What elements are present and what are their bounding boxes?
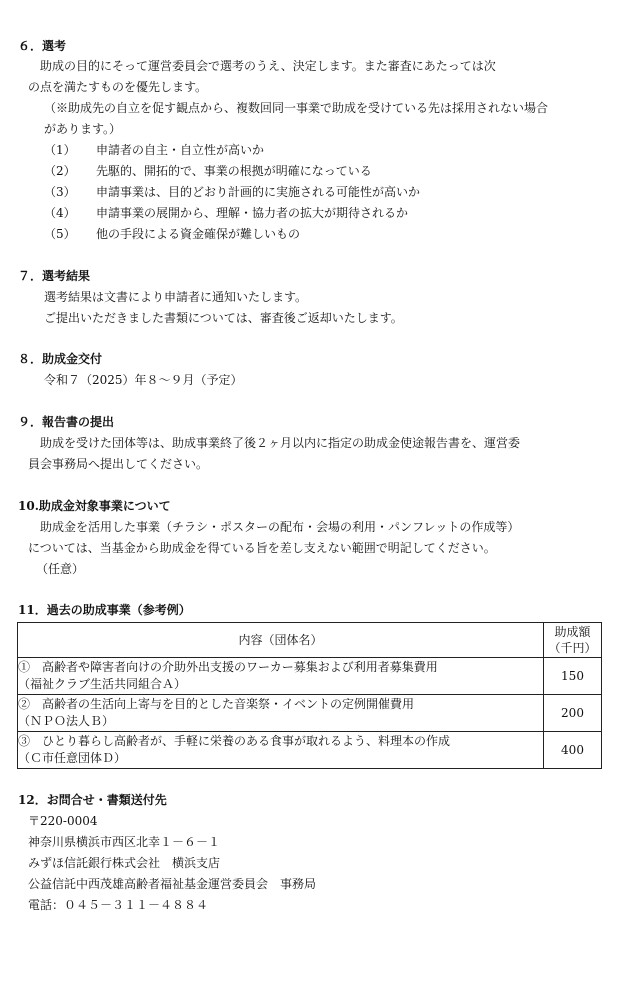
section-8-line1: 令和７（2025）年８～９月（予定） [44,373,243,387]
table-row [18,658,602,695]
address: 神奈川県横浜市西区北幸１－６－１ [28,835,221,849]
section-9-heading: ９．報告書の提出 [18,415,115,429]
table-row [18,695,602,732]
past-projects-table [17,622,602,769]
phone-number: 電話：０４５－３１１－４８８４ [28,898,209,912]
project-content-cell [18,732,544,769]
criteria-text: 申請事業は、目的どおり計画的に実施される可能性が高いか [96,185,421,199]
criteria-text: 先駆的、開拓的で、事業の根拠が明確になっている [96,164,372,178]
project-content-cell [18,695,544,732]
criteria-number: （3） [44,185,76,199]
project-organization: （ＮＰＯ法人Ｂ） [18,714,115,728]
section-10-line3: （任意） [36,562,85,576]
section-7-line2: ご提出いただきました書類については、審査後ご返却いたします。 [44,311,403,325]
project-content-cell [18,658,544,695]
content-column-header: 内容（団体名） [18,623,544,658]
criteria-number: （4） [44,206,76,220]
amount-header-line1: 助成額 [554,625,591,639]
table-row [18,732,602,769]
project-amount: 150 [544,658,602,695]
section-11-heading: 11．過去の助成事業（参考例） [18,603,191,617]
section-7-line1: 選考結果は文書により申請者に通知いたします。 [44,290,308,304]
criteria-text: 申請事業の展開から、理解・協力者の拡大が期待されるか [96,206,409,220]
bank-name: みずほ信託銀行株式会社 横浜支店 [28,856,221,870]
section-6-heading: ６．選考 [18,39,67,53]
section-6-paragraph-line1: 助成の目的にそって運営委員会で選考のうえ、決定します。また審査にあたっては次 [28,59,496,73]
project-description: ③ ひとり暮らし高齢者が、手軽に栄養のある食事が取れるよう、料理本の作成 [18,734,451,748]
criteria-number: （2） [44,164,76,178]
section-6-paragraph-line2: の点を満たすものを優先します。 [28,80,208,94]
criteria-number: （1） [44,143,76,157]
table-header-row [18,623,602,658]
criteria-text: 他の手段による資金確保が難しいもの [96,227,301,241]
criteria-number: （5） [44,227,76,241]
project-organization: （福祉クラブ生活共同組合Ａ） [18,677,187,691]
project-organization: （Ｃ市任意団体Ｄ） [18,751,127,765]
section-10-line2: については、当基金から助成金を得ている旨を差し支えない範囲で明記してください。 [28,541,496,555]
section-10-heading: 10.助成金対象事業について [18,499,171,513]
project-description: ① 高齢者や障害者向けの介助外出支援のワーカー募集および利用者募集費用 [18,660,438,674]
section-6-note-line1: （※助成先の自立を促す観点から、複数回同一事業で助成を受けている先は採用されない場合 [44,101,549,115]
project-description: ② 高齢者の生活向上寄与を目的とした音楽祭・イベントの定例開催費用 [18,697,415,711]
section-9-line1: 助成を受けた団体等は、助成事業終了後２ヶ月以内に指定の助成金使途報告書を、運営委 [28,436,521,450]
section-9-line2: 員会事務局へ提出してください。 [28,457,209,471]
section-6-note-line2: があります。） [44,122,122,136]
postal-code: 〒220-0004 [28,814,98,828]
amount-column-header [544,623,602,658]
section-12-heading: 12．お問合せ・書類送付先 [18,793,167,807]
amount-header-line2: （千円） [548,641,597,655]
criteria-text: 申請者の自主・自立性が高いか [96,143,265,157]
committee-name: 公益信託中西茂雄高齢者福祉基金運営委員会 事務局 [28,877,317,891]
project-amount: 200 [544,695,602,732]
section-10-line1: 助成金を活用した事業（チラシ・ポスターの配布・会場の利用・パンフレットの作成等） [28,520,520,534]
project-amount: 400 [544,732,602,769]
section-7-heading: ７．選考結果 [18,269,91,283]
section-8-heading: ８．助成金交付 [18,352,103,366]
